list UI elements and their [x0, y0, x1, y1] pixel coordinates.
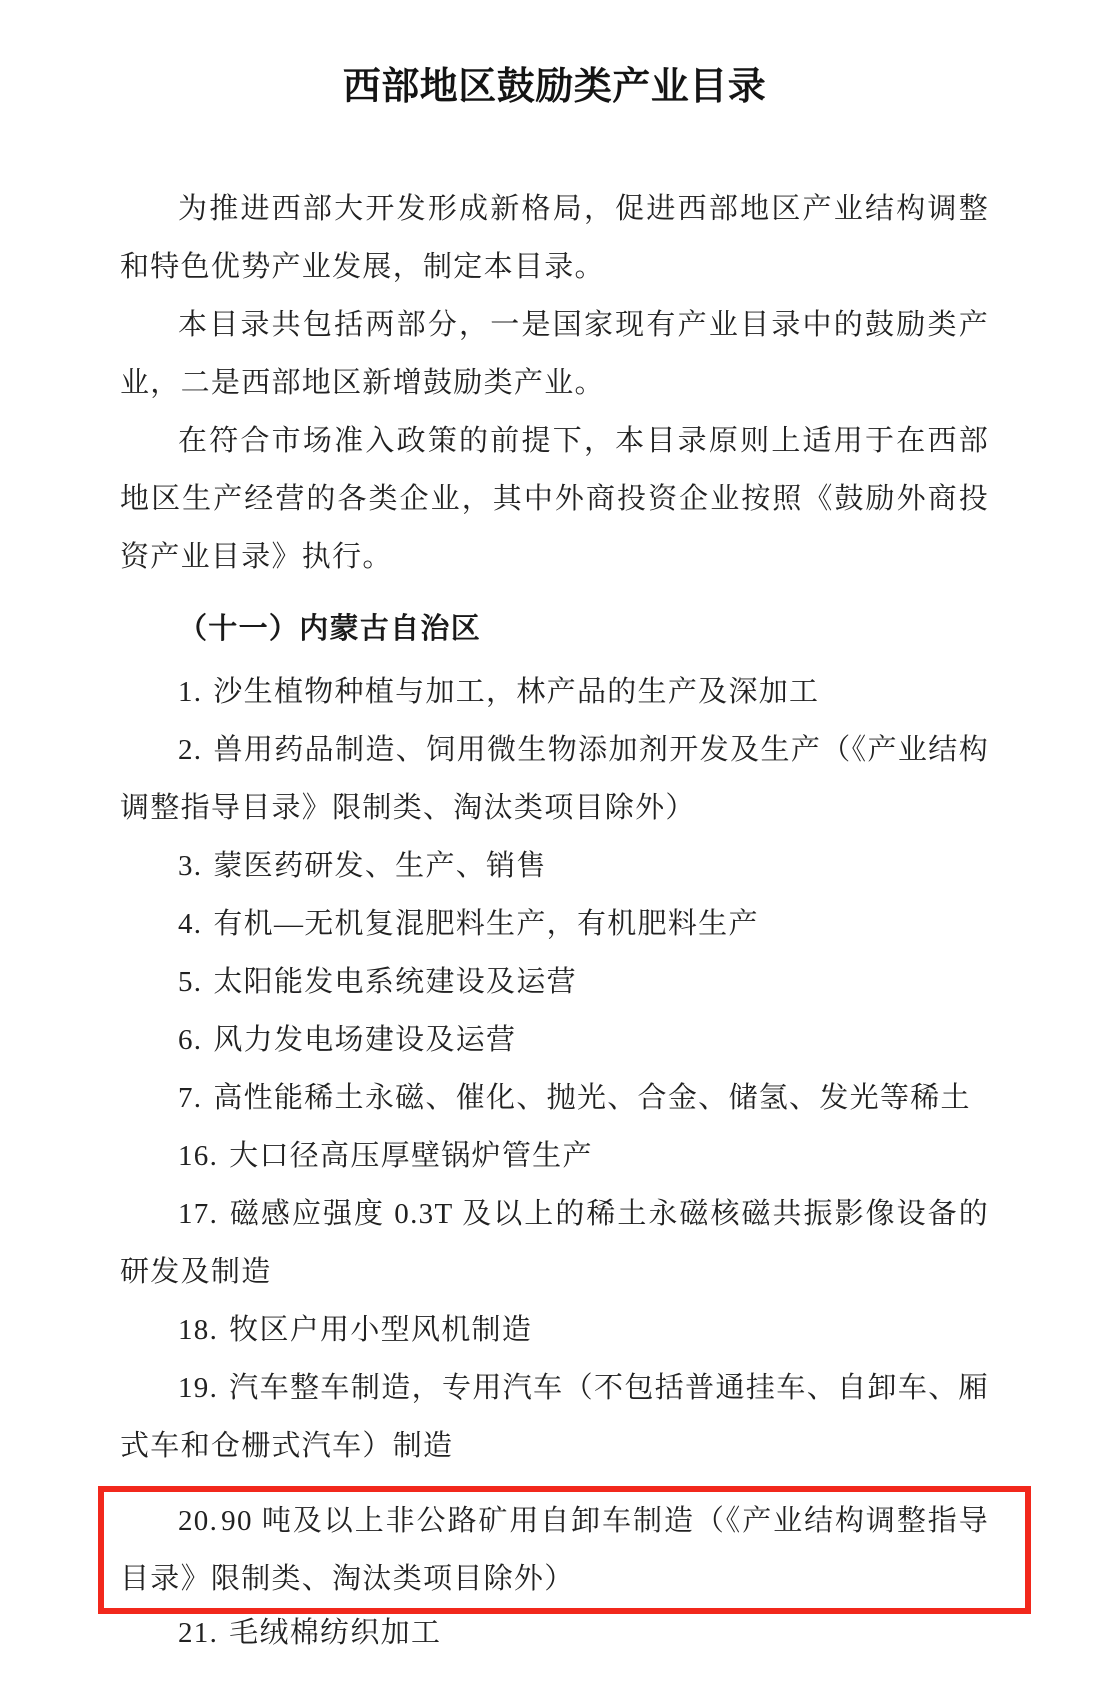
item-text: 高性能稀土永磁、催化、抛光、合金、储氢、发光等稀土	[213, 1082, 971, 1114]
list-item	[120, 1359, 989, 1475]
item-text: 大口径高压厚壁锅炉管生产	[229, 1140, 593, 1172]
item-number: 7.	[178, 1082, 203, 1114]
item-number: 1.	[178, 676, 203, 708]
list-item	[120, 1185, 989, 1301]
list-item	[120, 1301, 989, 1359]
item-text: 有机—无机复混肥料生产，有机肥料生产	[213, 908, 759, 940]
item-text: 90 吨及以上非公路矿用自卸车制造（《产业结构调整指导目录》限制类、淘汰类项目除外）	[120, 1505, 989, 1595]
list-item	[120, 663, 989, 721]
item-number: 18.	[178, 1314, 219, 1346]
item-number: 5.	[178, 966, 203, 998]
item-number: 19.	[178, 1372, 219, 1404]
list-item	[120, 1011, 989, 1069]
item-text: 磁感应强度 0.3T 及以上的稀土永磁核磁共振影像设备的研发及制造	[120, 1198, 989, 1288]
item-text: 毛绒棉纺织加工	[229, 1617, 442, 1649]
list-item	[120, 953, 989, 1011]
item-text: 蒙医药研发、生产、销售	[213, 850, 547, 882]
item-text: 牧区户用小型风机制造	[229, 1314, 533, 1346]
item-number: 16.	[178, 1140, 219, 1172]
list-item	[120, 895, 989, 953]
item-number: 6.	[178, 1024, 203, 1056]
item-text: 沙生植物种植与加工，林产品的生产及深加工	[213, 676, 820, 708]
section-heading: （十一）内蒙古自治区	[178, 613, 482, 645]
item-number: 4.	[178, 908, 203, 940]
list-item	[120, 1127, 989, 1185]
item-text: 汽车整车制造，专用汽车（不包括普通挂车、自卸车、厢式车和仓栅式汽车）制造	[120, 1372, 989, 1462]
item-number: 21.	[178, 1617, 219, 1649]
document-title: 西部地区鼓励类产业目录	[342, 66, 767, 108]
document-content	[0, 64, 1119, 1662]
item-number: 20.	[178, 1505, 219, 1537]
intro-paragraph: 为推进西部大开发形成新格局，促进西部地区产业结构调整和特色优势产业发展，制定本目录。	[120, 193, 989, 283]
list-item	[120, 1069, 989, 1127]
item-text: 兽用药品制造、饲用微生物添加剂开发及生产（《产业结构调整指导目录》限制类、淘汰类项目除外）	[120, 734, 989, 824]
item-number: 3.	[178, 850, 203, 882]
intro-paragraph: 本目录共包括两部分，一是国家现有产业目录中的鼓励类产业，二是西部地区新增鼓励类产业。	[120, 309, 989, 399]
list-item	[120, 837, 989, 895]
list-item	[120, 1604, 989, 1662]
item-text: 风力发电场建设及运营	[213, 1024, 517, 1056]
item-number: 17.	[178, 1198, 219, 1230]
highlight-annotation-box	[98, 1486, 1031, 1614]
intro-paragraph: 在符合市场准入政策的前提下，本目录原则上适用于在西部地区生产经营的各类企业，其中外商投资企业按照《鼓励外商投资产业目录》执行。	[120, 425, 989, 573]
item-number: 2.	[178, 734, 203, 766]
list-item	[120, 721, 989, 837]
list-item-highlighted	[120, 1492, 989, 1608]
item-text: 太阳能发电系统建设及运营	[213, 966, 577, 998]
